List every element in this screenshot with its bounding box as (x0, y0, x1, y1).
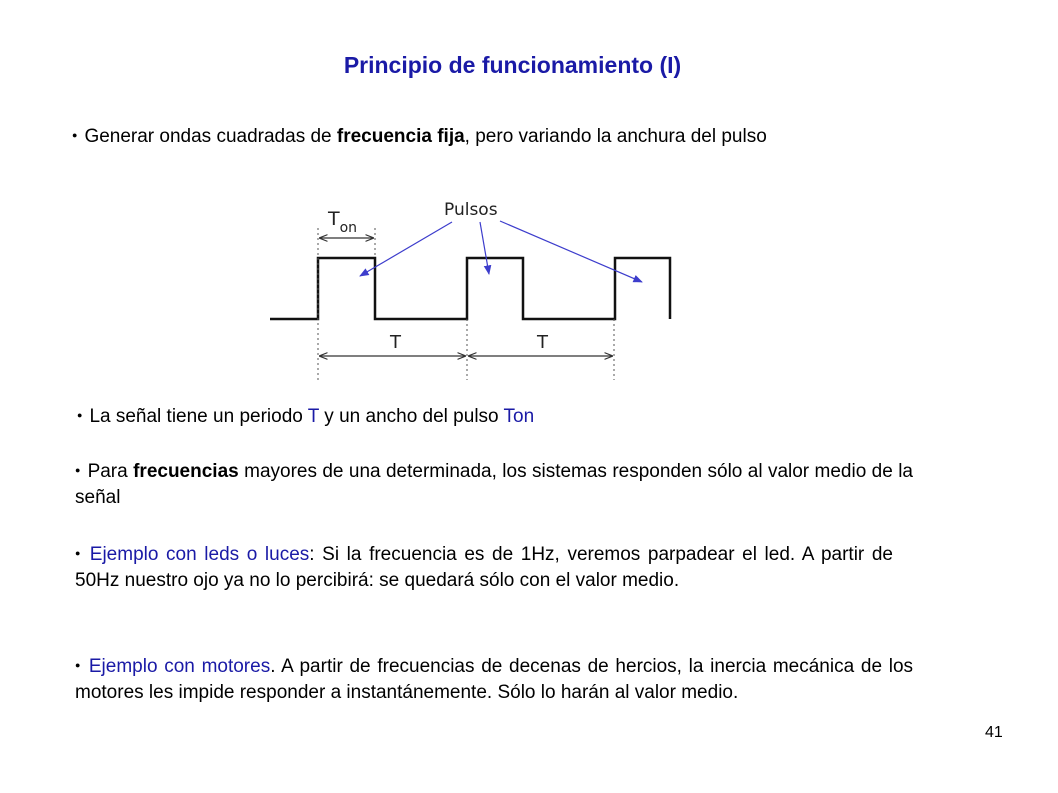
bullet-icon: ● (75, 548, 83, 558)
bullet-fixed-frequency: ● Generar ondas cuadradas de frecuencia fija, pero variando la anchura del pulso (72, 126, 767, 148)
ton-label: $T_{on}$ (328, 208, 358, 236)
emphasis-frecuencia-fija: frecuencia fija (336, 126, 465, 148)
pulses-label: Pulsos (444, 200, 498, 220)
bullet-period-width: ● La señal tiene un periodo T y un ancho del pulso Ton (77, 406, 535, 428)
emphasis-frecuencias: frecuencias (133, 461, 239, 483)
bullet-motors-example: ● Ejemplo con motores. A partir de frecuencias de decenas de hercios, la inercia mecánica de los motores les impide responder a instantánemente. Sólo lo harán al valor medio. (75, 656, 914, 704)
page-number: 41 (985, 724, 1003, 741)
example-leds-label: Ejemplo con leds o luces (89, 544, 310, 566)
example-motors-label: Ejemplo con motores (88, 656, 271, 678)
bullet-icon: ● (72, 130, 78, 140)
bullet-high-frequency: ● Para frecuencias mayores de una determinada, los sistemas responden sólo al valor medio de la señal (75, 461, 913, 509)
pulse-pointer-arrows (360, 221, 642, 282)
bullet-icon: ● (77, 410, 83, 420)
slide-title: Principio de funcionamiento (I) (343, 52, 682, 78)
bullet-icon: ● (75, 660, 82, 670)
symbol-ton: Ton (503, 406, 535, 428)
period-label-1: T (390, 332, 401, 353)
bullet-icon: ● (75, 465, 81, 475)
period-label-2: T (537, 332, 548, 353)
symbol-t: T (307, 406, 320, 428)
bullet-leds-example: ● Ejemplo con leds o luces: Si la frecuencia es de 1Hz, veremos parpadear el led. A partir de 50Hz nuestro ojo ya no lo percibirá: se quedará sólo con el valor medio. (75, 544, 894, 592)
square-wave (270, 258, 670, 319)
